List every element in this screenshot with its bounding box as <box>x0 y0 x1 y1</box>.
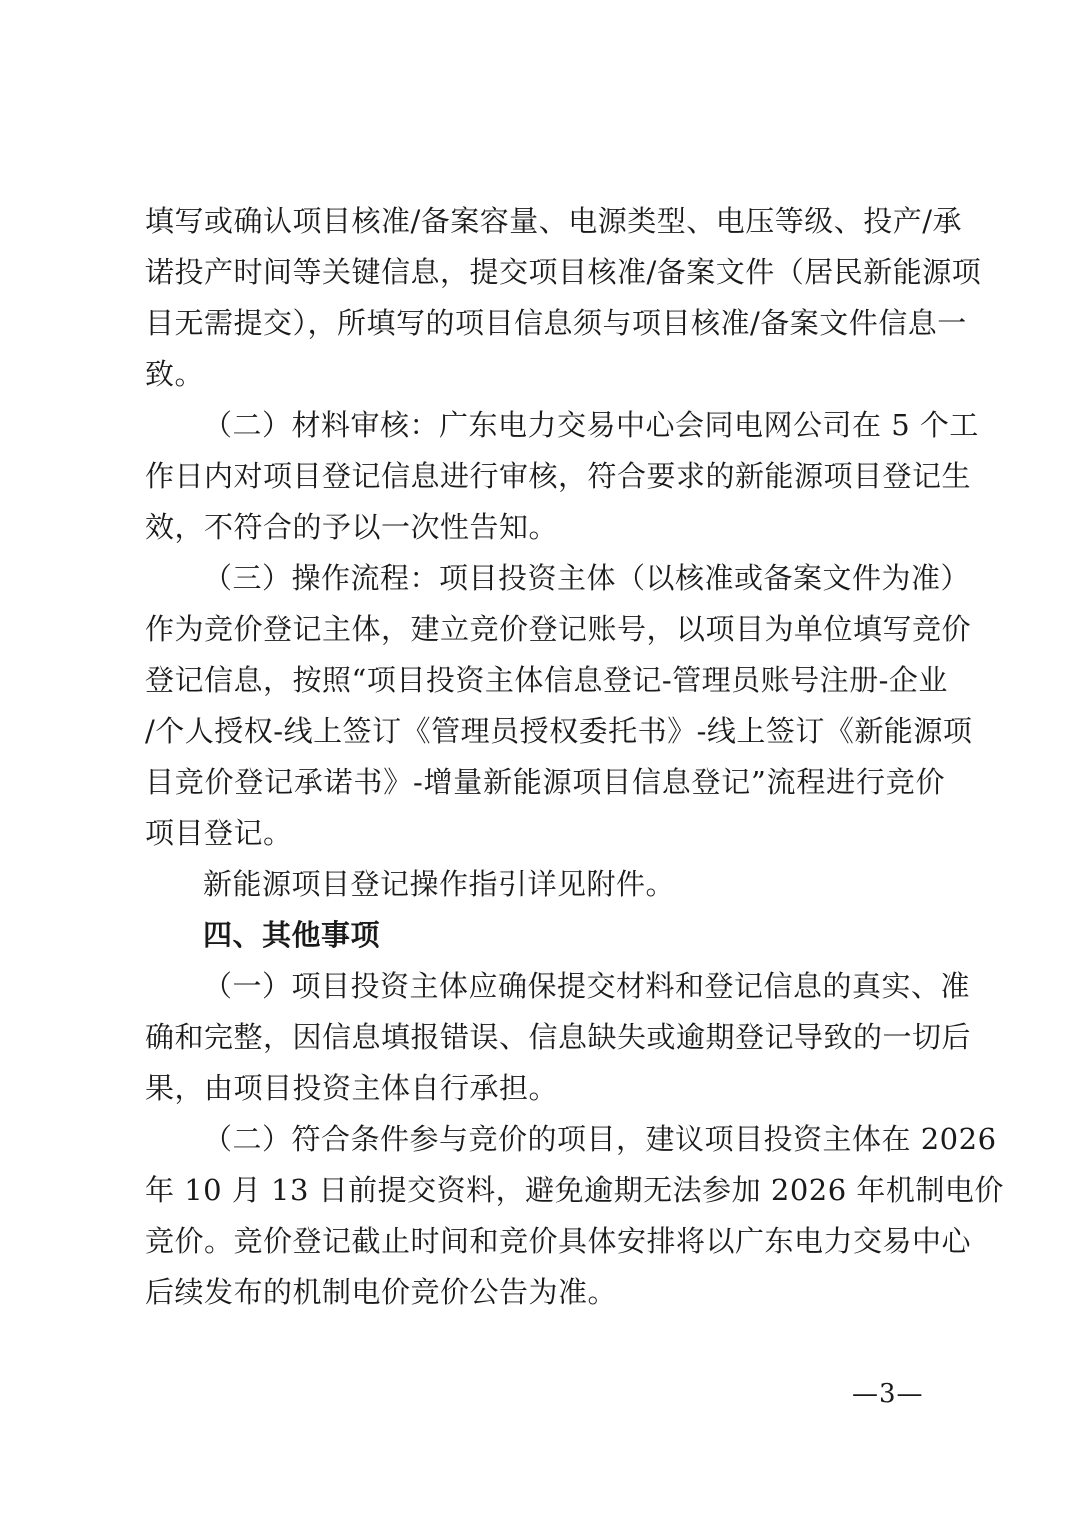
paragraph-line: 作日内对项目登记信息进行审核，符合要求的新能源项目登记生 <box>145 459 972 493</box>
paragraph-line: 致。 <box>145 357 205 391</box>
paragraph-line: 填写或确认项目核准/备案容量、电源类型、电压等级、投产/承 <box>145 204 963 238</box>
paragraph-line: /个人授权-线上签订《管理员授权委托书》-线上签订《新能源项 <box>145 714 973 748</box>
paragraph-line: 年 10 月 13 日前提交资料，避免逾期无法参加 2026 年机制电价 <box>145 1173 1004 1207</box>
section-heading: 四、其他事项 <box>203 918 381 952</box>
paragraph-line: 目无需提交），所填写的项目信息须与项目核准/备案文件信息一 <box>145 306 967 340</box>
paragraph-line: 登记信息，按照“项目投资主体信息登记-管理员账号注册-企业 <box>145 663 948 697</box>
paragraph-line: 后续发布的机制电价竞价公告为准。 <box>145 1275 618 1309</box>
paragraph-line: 效，不符合的予以一次性告知。 <box>145 510 559 544</box>
paragraph-line: （一）项目投资主体应确保提交材料和登记信息的真实、准 <box>203 969 971 1003</box>
paragraph-line: 确和完整，因信息填报错误、信息缺失或逾期登记导致的一切后 <box>145 1020 972 1054</box>
paragraph-line: （三）操作流程：项目投资主体（以核准或备案文件为准） <box>203 561 971 595</box>
paragraph-line: 竞价。竞价登记截止时间和竞价具体安排将以广东电力交易中心 <box>145 1224 972 1258</box>
paragraph-line: （二）符合条件参与竞价的项目，建议项目投资主体在 2026 <box>203 1122 997 1156</box>
paragraph-line: （二）材料审核：广东电力交易中心会同电网公司在 5 个工 <box>203 408 979 442</box>
page-number: —3— <box>852 1379 924 1409</box>
paragraph-line: 果，由项目投资主体自行承担。 <box>145 1071 559 1105</box>
paragraph-line: 项目登记。 <box>145 816 293 850</box>
paragraph-line: 作为竞价登记主体，建立竞价登记账号，以项目为单位填写竞价 <box>145 612 972 646</box>
paragraph-line: 目竞价登记承诺书》-增量新能源项目信息登记”流程进行竞价 <box>145 765 945 799</box>
paragraph-line: 新能源项目登记操作指引详见附件。 <box>203 867 676 901</box>
document-body <box>145 196 1004 1318</box>
paragraph-line: 诺投产时间等关键信息，提交项目核准/备案文件（居民新能源项 <box>145 255 982 289</box>
